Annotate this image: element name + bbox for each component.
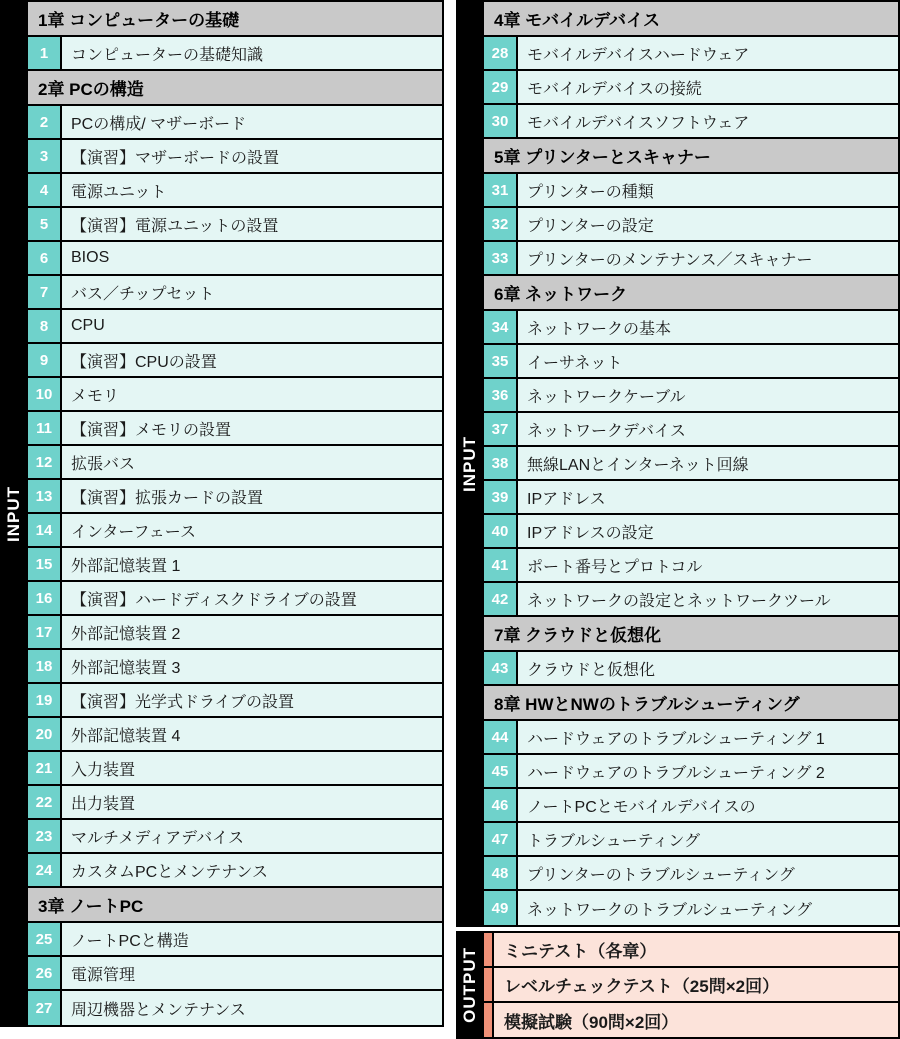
- lesson-title: 外部記憶装置 1: [62, 548, 442, 580]
- lesson-title: メモリ: [62, 378, 442, 410]
- lesson-title: モバイルデバイスソフトウェア: [518, 105, 898, 137]
- lesson-number: 7: [28, 276, 62, 308]
- lesson-title: マルチメディアデバイス: [62, 820, 442, 852]
- lesson-title: ネットワークの設定とネットワークツール: [518, 583, 898, 615]
- lesson-row: [28, 242, 442, 276]
- lesson-row: [484, 789, 898, 823]
- lesson-number: 40: [484, 515, 518, 547]
- lesson-row: [28, 480, 442, 514]
- chapter-row: [484, 2, 898, 37]
- lesson-title: 拡張バス: [62, 446, 442, 478]
- left-input-rail-label: INPUT: [4, 485, 23, 542]
- lesson-row: [484, 379, 898, 413]
- lesson-title: IPアドレスの設定: [518, 515, 898, 547]
- lesson-title: 【演習】CPUの設置: [62, 344, 442, 376]
- lesson-number: 6: [28, 242, 62, 274]
- lesson-title: 【演習】拡張カードの設置: [62, 480, 442, 512]
- output-row: [484, 933, 898, 968]
- lesson-row: [484, 447, 898, 481]
- lesson-title: モバイルデバイスの接続: [518, 71, 898, 103]
- lesson-row: [484, 345, 898, 379]
- lesson-row: [28, 684, 442, 718]
- lesson-number: 27: [28, 991, 62, 1025]
- lesson-number: 4: [28, 174, 62, 206]
- right-rows-container: [484, 0, 900, 927]
- chapter-label: 8章 HWとNWのトラブルシューティング: [494, 695, 800, 714]
- lesson-title: CPU: [62, 310, 442, 342]
- lesson-row: [28, 106, 442, 140]
- lesson-row: [28, 514, 442, 548]
- lesson-title: PCの構成/ マザーボード: [62, 106, 442, 138]
- output-accent-bar: [484, 968, 494, 1001]
- lesson-title: 【演習】電源ユニットの設置: [62, 208, 442, 240]
- lesson-title: 周辺機器とメンテナンス: [62, 991, 442, 1025]
- lesson-number: 16: [28, 582, 62, 614]
- lesson-title: 外部記憶装置 3: [62, 650, 442, 682]
- lesson-number: 18: [28, 650, 62, 682]
- lesson-number: 36: [484, 379, 518, 411]
- lesson-number: 31: [484, 174, 518, 206]
- right-column: [456, 0, 900, 1032]
- left-column: [0, 0, 444, 1019]
- lesson-number: 33: [484, 242, 518, 274]
- lesson-title: イーサネット: [518, 345, 898, 377]
- output-title: ミニテスト（各章）: [494, 933, 898, 966]
- lesson-title: プリンターの種類: [518, 174, 898, 206]
- lesson-title: 電源ユニット: [62, 174, 442, 206]
- lesson-row: [28, 820, 442, 854]
- lesson-number: 1: [28, 37, 62, 69]
- lesson-number: 34: [484, 311, 518, 343]
- lesson-row: [28, 957, 442, 991]
- lesson-title: ポート番号とプロトコル: [518, 549, 898, 581]
- lesson-row: [28, 616, 442, 650]
- lesson-number: 2: [28, 106, 62, 138]
- left-input-rail: [0, 0, 28, 1027]
- lesson-row: [484, 823, 898, 857]
- lesson-number: 46: [484, 789, 518, 821]
- lesson-number: 37: [484, 413, 518, 445]
- lesson-row: [484, 105, 898, 139]
- lesson-title: ノートPCと構造: [62, 923, 442, 955]
- lesson-number: 26: [28, 957, 62, 989]
- lesson-title: プリンターのトラブルシューティング: [518, 857, 898, 889]
- lesson-row: [28, 752, 442, 786]
- chapter-row: [484, 139, 898, 174]
- output-title: 模擬試験（90問×2回）: [494, 1003, 898, 1037]
- lesson-row: [484, 755, 898, 789]
- lesson-row: [28, 786, 442, 820]
- lesson-title: プリンターのメンテナンス／スキャナー: [518, 242, 898, 274]
- lesson-row: [484, 583, 898, 617]
- lesson-row: [28, 378, 442, 412]
- lesson-title: 無線LANとインターネット回線: [518, 447, 898, 479]
- lesson-title: 出力装置: [62, 786, 442, 818]
- chapter-row: [484, 617, 898, 652]
- lesson-number: 19: [28, 684, 62, 716]
- lesson-row: [28, 650, 442, 684]
- lesson-number: 25: [28, 923, 62, 955]
- lesson-row: [28, 548, 442, 582]
- lesson-row: [484, 208, 898, 242]
- lesson-number: 47: [484, 823, 518, 855]
- lesson-number: 23: [28, 820, 62, 852]
- lesson-title: 【演習】マザーボードの設置: [62, 140, 442, 172]
- lesson-row: [28, 718, 442, 752]
- lesson-title: BIOS: [62, 242, 442, 274]
- chapter-label: 3章 ノートPC: [38, 897, 144, 916]
- right-input-rail-label: INPUT: [460, 435, 479, 492]
- chapter-row: [484, 276, 898, 311]
- lesson-number: 14: [28, 514, 62, 546]
- lesson-title: カスタムPCとメンテナンス: [62, 854, 442, 886]
- chapter-label: 7章 クラウドと仮想化: [494, 626, 662, 645]
- lesson-title: プリンターの設定: [518, 208, 898, 240]
- lesson-row: [484, 174, 898, 208]
- chapter-label: 6章 ネットワーク: [494, 285, 628, 304]
- lesson-number: 35: [484, 345, 518, 377]
- right-output-rows-container: [484, 931, 900, 1039]
- lesson-title: 【演習】メモリの設置: [62, 412, 442, 444]
- chapter-row: [28, 2, 442, 37]
- lesson-row: [484, 242, 898, 276]
- lesson-title: ネットワークの基本: [518, 311, 898, 343]
- lesson-row: [484, 71, 898, 105]
- lesson-number: 32: [484, 208, 518, 240]
- chapter-row: [484, 686, 898, 721]
- right-output-rail-label: OUTPUT: [460, 947, 479, 1023]
- lesson-row: [28, 344, 442, 378]
- lesson-number: 3: [28, 140, 62, 172]
- lesson-number: 49: [484, 891, 518, 925]
- lesson-number: 8: [28, 310, 62, 342]
- lesson-number: 17: [28, 616, 62, 648]
- lesson-number: 39: [484, 481, 518, 513]
- lesson-title: バス／チップセット: [62, 276, 442, 308]
- lesson-row: [28, 276, 442, 310]
- lesson-row: [484, 481, 898, 515]
- output-row: [484, 968, 898, 1003]
- lesson-number: 10: [28, 378, 62, 410]
- lesson-title: インターフェース: [62, 514, 442, 546]
- lesson-title: 外部記憶装置 2: [62, 616, 442, 648]
- lesson-title: 【演習】光学式ドライブの設置: [62, 684, 442, 716]
- lesson-number: 44: [484, 721, 518, 753]
- lesson-row: [484, 515, 898, 549]
- lesson-row: [28, 446, 442, 480]
- lesson-title: ネットワークケーブル: [518, 379, 898, 411]
- lesson-number: 22: [28, 786, 62, 818]
- lesson-row: [28, 991, 442, 1025]
- lesson-number: 28: [484, 37, 518, 69]
- lesson-number: 45: [484, 755, 518, 787]
- lesson-row: [28, 582, 442, 616]
- output-accent-bar: [484, 1003, 494, 1037]
- lesson-title: 【演習】ハードディスクドライブの設置: [62, 582, 442, 614]
- chapter-label: 1章 コンピューターの基礎: [38, 11, 240, 30]
- chapter-label: 5章 プリンターとスキャナー: [494, 148, 711, 167]
- lesson-number: 9: [28, 344, 62, 376]
- lesson-row: [484, 652, 898, 686]
- lesson-row: [484, 891, 898, 925]
- chapter-label: 4章 モバイルデバイス: [494, 11, 660, 30]
- lesson-title: 電源管理: [62, 957, 442, 989]
- lesson-title: コンピューターの基礎知識: [62, 37, 442, 69]
- lesson-number: 29: [484, 71, 518, 103]
- output-row: [484, 1003, 898, 1037]
- lesson-number: 41: [484, 549, 518, 581]
- lesson-title: トラブルシューティング: [518, 823, 898, 855]
- lesson-row: [28, 923, 442, 957]
- lesson-number: 24: [28, 854, 62, 886]
- lesson-title: 外部記憶装置 4: [62, 718, 442, 750]
- lesson-row: [28, 37, 442, 71]
- lesson-number: 48: [484, 857, 518, 889]
- lesson-title: ハードウェアのトラブルシューティング 2: [518, 755, 898, 787]
- lesson-row: [28, 140, 442, 174]
- lesson-row: [28, 208, 442, 242]
- lesson-row: [28, 854, 442, 888]
- lesson-number: 42: [484, 583, 518, 615]
- left-input-section: [0, 0, 444, 1027]
- chapter-label: 2章 PCの構造: [38, 80, 144, 99]
- lesson-row: [484, 857, 898, 891]
- lesson-title: IPアドレス: [518, 481, 898, 513]
- lesson-title: ノートPCとモバイルデバイスの: [518, 789, 898, 821]
- lesson-title: ネットワークのトラブルシューティング: [518, 891, 898, 925]
- lesson-number: 11: [28, 412, 62, 444]
- lesson-title: ハードウェアのトラブルシューティング 1: [518, 721, 898, 753]
- lesson-row: [484, 37, 898, 71]
- lesson-number: 13: [28, 480, 62, 512]
- output-title: レベルチェックテスト（25問×2回）: [494, 968, 898, 1001]
- lesson-title: 入力装置: [62, 752, 442, 784]
- lesson-row: [484, 721, 898, 755]
- lesson-title: モバイルデバイスハードウェア: [518, 37, 898, 69]
- lesson-row: [484, 311, 898, 345]
- lesson-number: 5: [28, 208, 62, 240]
- lesson-number: 38: [484, 447, 518, 479]
- lesson-row: [28, 310, 442, 344]
- lesson-number: 30: [484, 105, 518, 137]
- lesson-number: 20: [28, 718, 62, 750]
- lesson-title: クラウドと仮想化: [518, 652, 898, 684]
- left-rows-container: [28, 0, 444, 1027]
- lesson-number: 21: [28, 752, 62, 784]
- right-output-section: [456, 931, 900, 1039]
- lesson-row: [28, 174, 442, 208]
- chapter-row: [28, 71, 442, 106]
- chapter-row: [28, 888, 442, 923]
- lesson-row: [28, 412, 442, 446]
- lesson-number: 12: [28, 446, 62, 478]
- lesson-number: 15: [28, 548, 62, 580]
- lesson-number: 43: [484, 652, 518, 684]
- right-input-section: [456, 0, 900, 927]
- lesson-row: [484, 413, 898, 447]
- right-input-rail: [456, 0, 484, 927]
- output-accent-bar: [484, 933, 494, 966]
- lesson-row: [484, 549, 898, 583]
- lesson-title: ネットワークデバイス: [518, 413, 898, 445]
- right-output-rail: [456, 931, 484, 1039]
